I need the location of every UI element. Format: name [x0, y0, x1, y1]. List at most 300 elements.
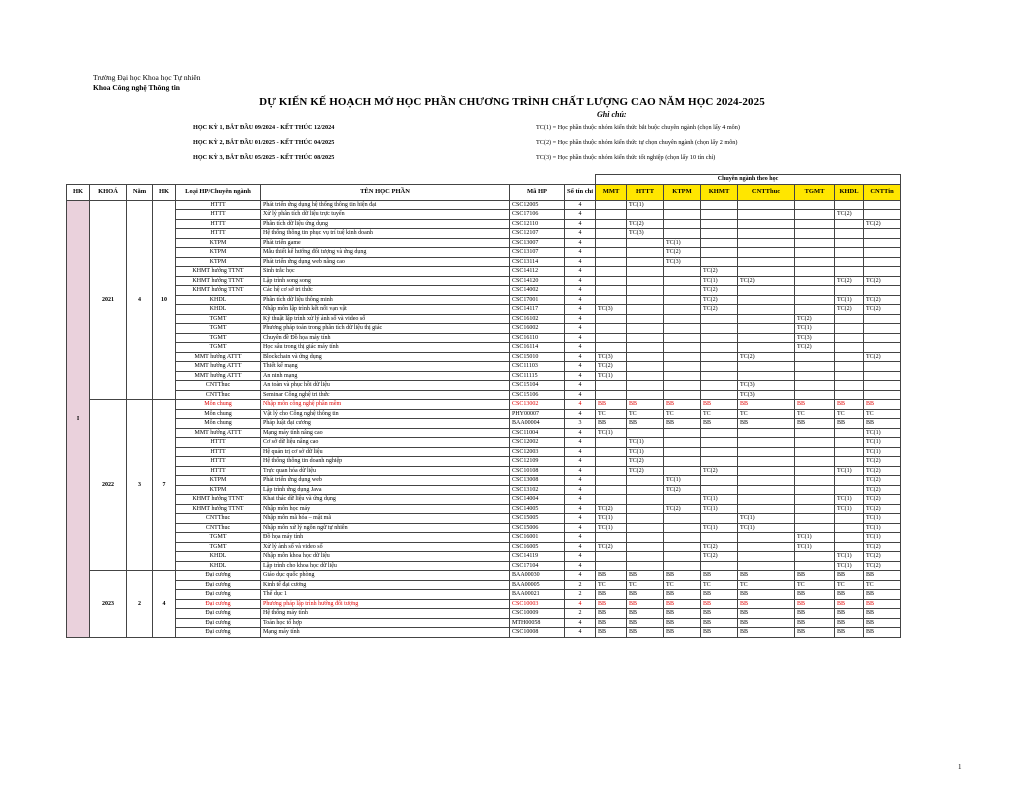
course-type-cell: KTPM — [176, 257, 261, 267]
spec-value-cell: TC(2) — [864, 305, 901, 315]
spec-value-cell: TC(3) — [596, 305, 627, 315]
course-type-cell: HTTT — [176, 438, 261, 448]
spec-value-cell — [596, 485, 627, 495]
spec-value-cell — [738, 305, 795, 315]
spec-value-cell: BB — [738, 628, 795, 638]
spec-value-cell: TC(2) — [701, 267, 738, 277]
spec-value-cell — [596, 248, 627, 258]
spec-value-cell — [627, 314, 664, 324]
course-name-cell: Phương pháp lập trình hướng đối tượng — [261, 599, 510, 609]
spec-value-cell: BB — [864, 599, 901, 609]
course-type-cell: KHDL — [176, 305, 261, 315]
credits-cell: 4 — [565, 523, 596, 533]
spec-value-cell — [627, 333, 664, 343]
course-name-cell: Lập trình ứng dụng Java — [261, 485, 510, 495]
spec-value-cell: TC — [701, 409, 738, 419]
spec-value-cell: TC(2) — [835, 210, 864, 220]
credits-cell: 2 — [565, 590, 596, 600]
spec-value-cell — [664, 295, 701, 305]
course-code-cell: CSC14002 — [510, 286, 565, 296]
spec-value-cell — [627, 533, 664, 543]
spec-value-cell — [864, 200, 901, 210]
cohort-khoa-cell: 2022 — [90, 400, 127, 571]
spec-value-cell — [738, 542, 795, 552]
course-type-cell: KHDL — [176, 295, 261, 305]
spec-value-cell — [835, 314, 864, 324]
spec-value-cell — [664, 542, 701, 552]
table-row — [67, 599, 901, 609]
course-name-cell: Toán học tổ hợp — [261, 618, 510, 628]
table-row — [67, 324, 901, 334]
spec-value-cell — [835, 219, 864, 229]
table-row — [67, 428, 901, 438]
spec-value-cell — [835, 352, 864, 362]
spec-value-cell — [738, 552, 795, 562]
spec-value-cell — [627, 523, 664, 533]
course-code-cell: CSC15005 — [510, 514, 565, 524]
spec-value-cell — [738, 533, 795, 543]
spec-value-cell — [795, 438, 835, 448]
spec-value-cell: TC(2) — [627, 457, 664, 467]
course-name-cell: Trực quan hóa dữ liệu — [261, 466, 510, 476]
spec-value-cell: TC — [664, 580, 701, 590]
course-type-cell: KHMT hướng TTNT — [176, 267, 261, 277]
spec-value-cell: BB — [864, 571, 901, 581]
credits-cell: 4 — [565, 409, 596, 419]
spec-value-cell — [627, 476, 664, 486]
spec-value-cell: TC(1) — [864, 523, 901, 533]
spec-value-cell: TC(3) — [664, 257, 701, 267]
semester-3: HỌC KỲ 3, BẮT ĐẦU 05/2025 - KẾT THÚC 08/2025 — [193, 154, 335, 161]
course-name-cell: Học sâu trong thị giác máy tính — [261, 343, 510, 353]
credits-cell: 2 — [565, 609, 596, 619]
spec-value-cell — [738, 333, 795, 343]
spec-value-cell: TC(1) — [835, 552, 864, 562]
spec-value-cell — [664, 457, 701, 467]
table-row — [67, 419, 901, 429]
spec-value-cell: TC(2) — [701, 552, 738, 562]
spec-value-cell: BB — [738, 599, 795, 609]
spec-value-cell — [795, 466, 835, 476]
cohort-hk-cell: 10 — [153, 200, 176, 400]
spec-value-cell: TC — [795, 580, 835, 590]
spec-value-cell — [596, 238, 627, 248]
course-code-cell: CSC13002 — [510, 400, 565, 410]
table-row — [67, 362, 901, 372]
course-code-cell: CSC16110 — [510, 333, 565, 343]
spec-value-cell — [795, 447, 835, 457]
course-type-cell: TGMT — [176, 324, 261, 334]
course-name-cell: Nhập môn khoa học dữ liệu — [261, 552, 510, 562]
spec-value-cell: BB — [627, 599, 664, 609]
credits-cell: 4 — [565, 561, 596, 571]
spec-value-cell — [627, 552, 664, 562]
course-type-cell: KHDL — [176, 552, 261, 562]
course-type-cell: Môn chung — [176, 400, 261, 410]
spec-value-cell — [835, 248, 864, 258]
course-type-cell: HTTT — [176, 457, 261, 467]
spec-value-cell — [738, 210, 795, 220]
spec-value-cell: TC(1) — [864, 533, 901, 543]
credits-cell: 4 — [565, 438, 596, 448]
spec-value-cell — [795, 200, 835, 210]
spec-value-cell: BB — [664, 400, 701, 410]
spec-value-cell: BB — [701, 590, 738, 600]
course-name-cell: Xử lý phân tích dữ liệu trực tuyến — [261, 210, 510, 220]
spec-value-cell — [596, 561, 627, 571]
spec-value-cell: BB — [795, 628, 835, 638]
course-code-cell: CSC12005 — [510, 200, 565, 210]
spec-value-cell — [701, 514, 738, 524]
spec-value-cell — [835, 542, 864, 552]
spec-value-cell — [795, 485, 835, 495]
spec-value-cell — [596, 200, 627, 210]
spec-value-cell — [596, 447, 627, 457]
spec-value-cell — [795, 305, 835, 315]
spec-value-cell: TC(2) — [701, 286, 738, 296]
cohort-nam-cell: 4 — [127, 200, 153, 400]
spec-value-cell: TC(2) — [864, 542, 901, 552]
credits-cell: 4 — [565, 599, 596, 609]
course-code-cell: CSC13008 — [510, 476, 565, 486]
credits-cell: 2 — [565, 580, 596, 590]
spec-value-cell — [701, 200, 738, 210]
table-row — [67, 409, 901, 419]
spec-value-cell: TC(2) — [795, 314, 835, 324]
course-type-cell: Đại cương — [176, 618, 261, 628]
spec-value-cell — [701, 447, 738, 457]
column-header: TÊN HỌC PHẦN — [261, 184, 510, 200]
spec-value-cell: TC(2) — [701, 295, 738, 305]
spec-value-cell — [627, 324, 664, 334]
credits-cell: 4 — [565, 276, 596, 286]
table-row — [67, 343, 901, 353]
credits-cell: 4 — [565, 352, 596, 362]
spec-value-cell: BB — [664, 590, 701, 600]
spec-value-cell — [835, 514, 864, 524]
table-row — [67, 248, 901, 258]
course-type-cell: Đại cương — [176, 609, 261, 619]
spec-value-cell: TC — [864, 409, 901, 419]
course-code-cell: CSC11103 — [510, 362, 565, 372]
table-row — [67, 305, 901, 315]
institution-header — [93, 73, 201, 93]
course-name-cell: Thể dục 1 — [261, 590, 510, 600]
spec-value-cell: TC(2) — [664, 504, 701, 514]
course-type-cell: TGMT — [176, 333, 261, 343]
spec-value-cell — [864, 210, 901, 220]
spec-value-cell — [835, 476, 864, 486]
spec-value-cell — [835, 390, 864, 400]
spec-value-cell: TC(2) — [864, 561, 901, 571]
spec-value-cell: TC(2) — [864, 476, 901, 486]
credits-cell: 4 — [565, 324, 596, 334]
spec-value-cell: TC(3) — [738, 390, 795, 400]
spec-value-cell — [627, 276, 664, 286]
spec-value-cell — [795, 476, 835, 486]
notes-heading: Ghi chú: — [597, 110, 627, 119]
spec-value-cell: TC(1) — [835, 466, 864, 476]
table-row — [67, 618, 901, 628]
column-header: HK — [153, 184, 176, 200]
spec-value-cell — [701, 561, 738, 571]
spec-value-cell: TC(2) — [864, 219, 901, 229]
course-type-cell: HTTT — [176, 447, 261, 457]
table-row — [67, 381, 901, 391]
spec-value-cell — [701, 485, 738, 495]
spec-value-cell: TC(1) — [627, 438, 664, 448]
course-name-cell: Các hệ cơ sở tri thức — [261, 286, 510, 296]
table-row — [67, 200, 901, 210]
credits-cell: 4 — [565, 305, 596, 315]
course-name-cell: Thiết kế mạng — [261, 362, 510, 372]
column-header: KHOÁ — [90, 184, 127, 200]
course-code-cell: PHY00007 — [510, 409, 565, 419]
spec-value-cell: BB — [627, 628, 664, 638]
spec-value-cell: TC(2) — [664, 485, 701, 495]
credits-cell: 4 — [565, 542, 596, 552]
spec-value-cell — [664, 533, 701, 543]
spec-value-cell — [596, 324, 627, 334]
spec-value-cell — [701, 371, 738, 381]
spec-value-cell: BB — [864, 618, 901, 628]
spec-value-cell: TC(2) — [596, 542, 627, 552]
spec-value-cell: BB — [596, 571, 627, 581]
spec-value-cell — [596, 343, 627, 353]
spec-value-cell — [596, 219, 627, 229]
spec-value-cell — [701, 438, 738, 448]
spec-value-cell: TC(1) — [835, 495, 864, 505]
course-name-cell: Xử lý ảnh số và video số — [261, 542, 510, 552]
spec-value-cell: BB — [738, 609, 795, 619]
spec-value-cell — [596, 466, 627, 476]
course-name-cell: Hệ thống máy tính — [261, 609, 510, 619]
spec-value-cell: BB — [701, 599, 738, 609]
spec-value-cell: TC(1) — [864, 428, 901, 438]
credits-cell: 4 — [565, 400, 596, 410]
table-row — [67, 314, 901, 324]
spec-value-cell: TC(3) — [795, 333, 835, 343]
course-type-cell: MMT hướng ATTT — [176, 362, 261, 372]
spec-value-cell: BB — [795, 571, 835, 581]
spec-value-cell — [627, 390, 664, 400]
column-header: Số tín chỉ — [565, 184, 596, 200]
course-type-cell: MMT hướng ATTT — [176, 352, 261, 362]
spec-value-cell: TC(1) — [738, 514, 795, 524]
spec-value-cell — [795, 238, 835, 248]
credits-cell: 4 — [565, 476, 596, 486]
credits-cell: 4 — [565, 533, 596, 543]
spec-value-cell: TC(1) — [864, 438, 901, 448]
spec-value-cell: BB — [627, 571, 664, 581]
course-name-cell: Giáo dục quốc phòng — [261, 571, 510, 581]
spec-value-cell — [738, 504, 795, 514]
spec-value-cell — [738, 229, 795, 239]
spec-value-cell — [701, 428, 738, 438]
credits-cell: 4 — [565, 514, 596, 524]
course-type-cell: Đại cương — [176, 571, 261, 581]
credits-cell: 4 — [565, 295, 596, 305]
spec-value-cell — [864, 248, 901, 258]
course-name-cell: Lập trình cho khoa học dữ liệu — [261, 561, 510, 571]
course-name-cell: Phương pháp toán trong phân tích dữ liệu thị giác — [261, 324, 510, 334]
spec-value-cell: BB — [738, 400, 795, 410]
course-code-cell: CSC13007 — [510, 238, 565, 248]
credits-cell: 4 — [565, 504, 596, 514]
spec-value-cell — [627, 305, 664, 315]
column-header: Loại HP/Chuyên ngành — [176, 184, 261, 200]
credits-cell: 4 — [565, 466, 596, 476]
spec-value-cell — [596, 381, 627, 391]
course-code-cell: CSC12107 — [510, 229, 565, 239]
course-type-cell: Đại cương — [176, 590, 261, 600]
course-code-cell: CSC11115 — [510, 371, 565, 381]
course-code-cell: CSC15104 — [510, 381, 565, 391]
course-code-cell: CSC10009 — [510, 609, 565, 619]
spec-value-cell — [627, 542, 664, 552]
spec-value-cell: BB — [795, 618, 835, 628]
course-name-cell: Phát triển ứng dụng web — [261, 476, 510, 486]
spec-value-cell: BB — [664, 571, 701, 581]
course-type-cell: KTPM — [176, 248, 261, 258]
spec-value-cell — [738, 362, 795, 372]
spec-value-cell — [835, 229, 864, 239]
course-code-cell: CSC12110 — [510, 219, 565, 229]
course-type-cell: MMT hướng ATTT — [176, 371, 261, 381]
credits-cell: 4 — [565, 618, 596, 628]
spec-value-cell: TC — [835, 409, 864, 419]
cohort-nam-cell: 3 — [127, 400, 153, 571]
spec-value-cell — [835, 200, 864, 210]
note-tc2: TC(2) = Học phần thuộc nhóm kiến thức tự chọn chuyên ngành (chọn lấy 2 môn) — [536, 139, 738, 146]
cohort-hk-cell: 7 — [153, 400, 176, 571]
spec-value-cell — [795, 352, 835, 362]
spec-value-cell: BB — [738, 419, 795, 429]
spec-value-cell: TC(2) — [795, 343, 835, 353]
spec-value-cell — [596, 286, 627, 296]
course-name-cell: Phân tích dữ liệu thông minh — [261, 295, 510, 305]
spec-value-cell — [738, 428, 795, 438]
course-code-cell: BAA00030 — [510, 571, 565, 581]
spec-value-cell — [795, 248, 835, 258]
spec-value-cell: TC — [664, 409, 701, 419]
spec-value-cell — [864, 390, 901, 400]
course-name-cell: Kỹ thuật lập trình xử lý ảnh số và video số — [261, 314, 510, 324]
spec-value-cell — [701, 324, 738, 334]
spec-value-cell — [596, 476, 627, 486]
credits-cell: 4 — [565, 457, 596, 467]
spec-value-cell — [596, 295, 627, 305]
spec-value-cell — [795, 210, 835, 220]
course-type-cell: CNTThuc — [176, 514, 261, 524]
spec-value-cell: TC(1) — [864, 447, 901, 457]
course-name-cell: Nhập môn lập trình kết nối vạn vật — [261, 305, 510, 315]
spec-value-cell — [627, 561, 664, 571]
spec-value-cell: BB — [627, 590, 664, 600]
table-row — [67, 504, 901, 514]
spec-value-cell — [664, 352, 701, 362]
table-row — [67, 257, 901, 267]
spec-value-cell — [701, 314, 738, 324]
spec-value-cell — [835, 371, 864, 381]
spec-value-cell — [738, 438, 795, 448]
spec-value-cell: TC(2) — [835, 276, 864, 286]
course-code-cell: BAA00005 — [510, 580, 565, 590]
spec-value-cell: BB — [664, 599, 701, 609]
spec-value-cell — [701, 219, 738, 229]
course-code-cell: CSC13107 — [510, 248, 565, 258]
faculty-name: Khoa Công nghệ Thông tin — [93, 83, 180, 92]
spec-value-cell: BB — [701, 618, 738, 628]
course-code-cell: CSC14119 — [510, 552, 565, 562]
table-row — [67, 561, 901, 571]
spec-value-cell — [596, 267, 627, 277]
column-header: Năm — [127, 184, 153, 200]
spec-value-cell — [596, 314, 627, 324]
spec-column-header: CNTThuc — [738, 184, 795, 200]
spec-value-cell — [738, 219, 795, 229]
course-code-cell: CSC10003 — [510, 599, 565, 609]
course-code-cell: CSC15006 — [510, 523, 565, 533]
course-type-cell: Môn chung — [176, 419, 261, 429]
spec-value-cell — [835, 381, 864, 391]
spec-value-cell: TC(1) — [701, 504, 738, 514]
spec-value-cell: BB — [795, 590, 835, 600]
course-type-cell: Đại cương — [176, 628, 261, 638]
spec-value-cell — [864, 267, 901, 277]
spec-value-cell — [701, 238, 738, 248]
credits-cell: 4 — [565, 571, 596, 581]
spec-value-cell: TC(3) — [596, 352, 627, 362]
spec-value-cell — [664, 219, 701, 229]
hk-cell: I — [67, 200, 90, 637]
course-name-cell: Lập trình song song — [261, 276, 510, 286]
spec-value-cell: TC(2) — [701, 542, 738, 552]
spec-value-cell: TC(1) — [596, 428, 627, 438]
spec-value-cell: TC(1) — [596, 371, 627, 381]
spec-value-cell — [835, 267, 864, 277]
table-row — [67, 267, 901, 277]
spec-value-cell — [738, 324, 795, 334]
course-code-cell: CSC16001 — [510, 533, 565, 543]
spec-value-cell — [701, 343, 738, 353]
spec-value-cell — [627, 362, 664, 372]
course-code-cell: CSC12003 — [510, 447, 565, 457]
course-code-cell: CSC15106 — [510, 390, 565, 400]
course-code-cell: CSC14112 — [510, 267, 565, 277]
spec-value-cell: TC(2) — [627, 466, 664, 476]
spec-value-cell — [738, 447, 795, 457]
course-plan-table — [66, 174, 901, 638]
spec-value-cell: BB — [738, 590, 795, 600]
spec-value-cell: BB — [795, 599, 835, 609]
course-type-cell: HTTT — [176, 200, 261, 210]
course-code-cell: CSC17001 — [510, 295, 565, 305]
course-name-cell: Nhập môn mã hóa – mật mã — [261, 514, 510, 524]
cohort-khoa-cell: 2023 — [90, 571, 127, 638]
spec-value-cell — [738, 267, 795, 277]
course-name-cell: Phát triển game — [261, 238, 510, 248]
spec-value-cell — [664, 200, 701, 210]
cohort-khoa-cell: 2021 — [90, 200, 127, 400]
spec-value-cell: BB — [835, 599, 864, 609]
credits-cell: 4 — [565, 286, 596, 296]
university-name: Trường Đại học Khoa học Tự nhiên — [93, 73, 201, 82]
course-code-cell: CSC14004 — [510, 495, 565, 505]
table-row — [67, 447, 901, 457]
spec-value-cell: TC(2) — [664, 248, 701, 258]
spec-value-cell: TC(1) — [864, 514, 901, 524]
